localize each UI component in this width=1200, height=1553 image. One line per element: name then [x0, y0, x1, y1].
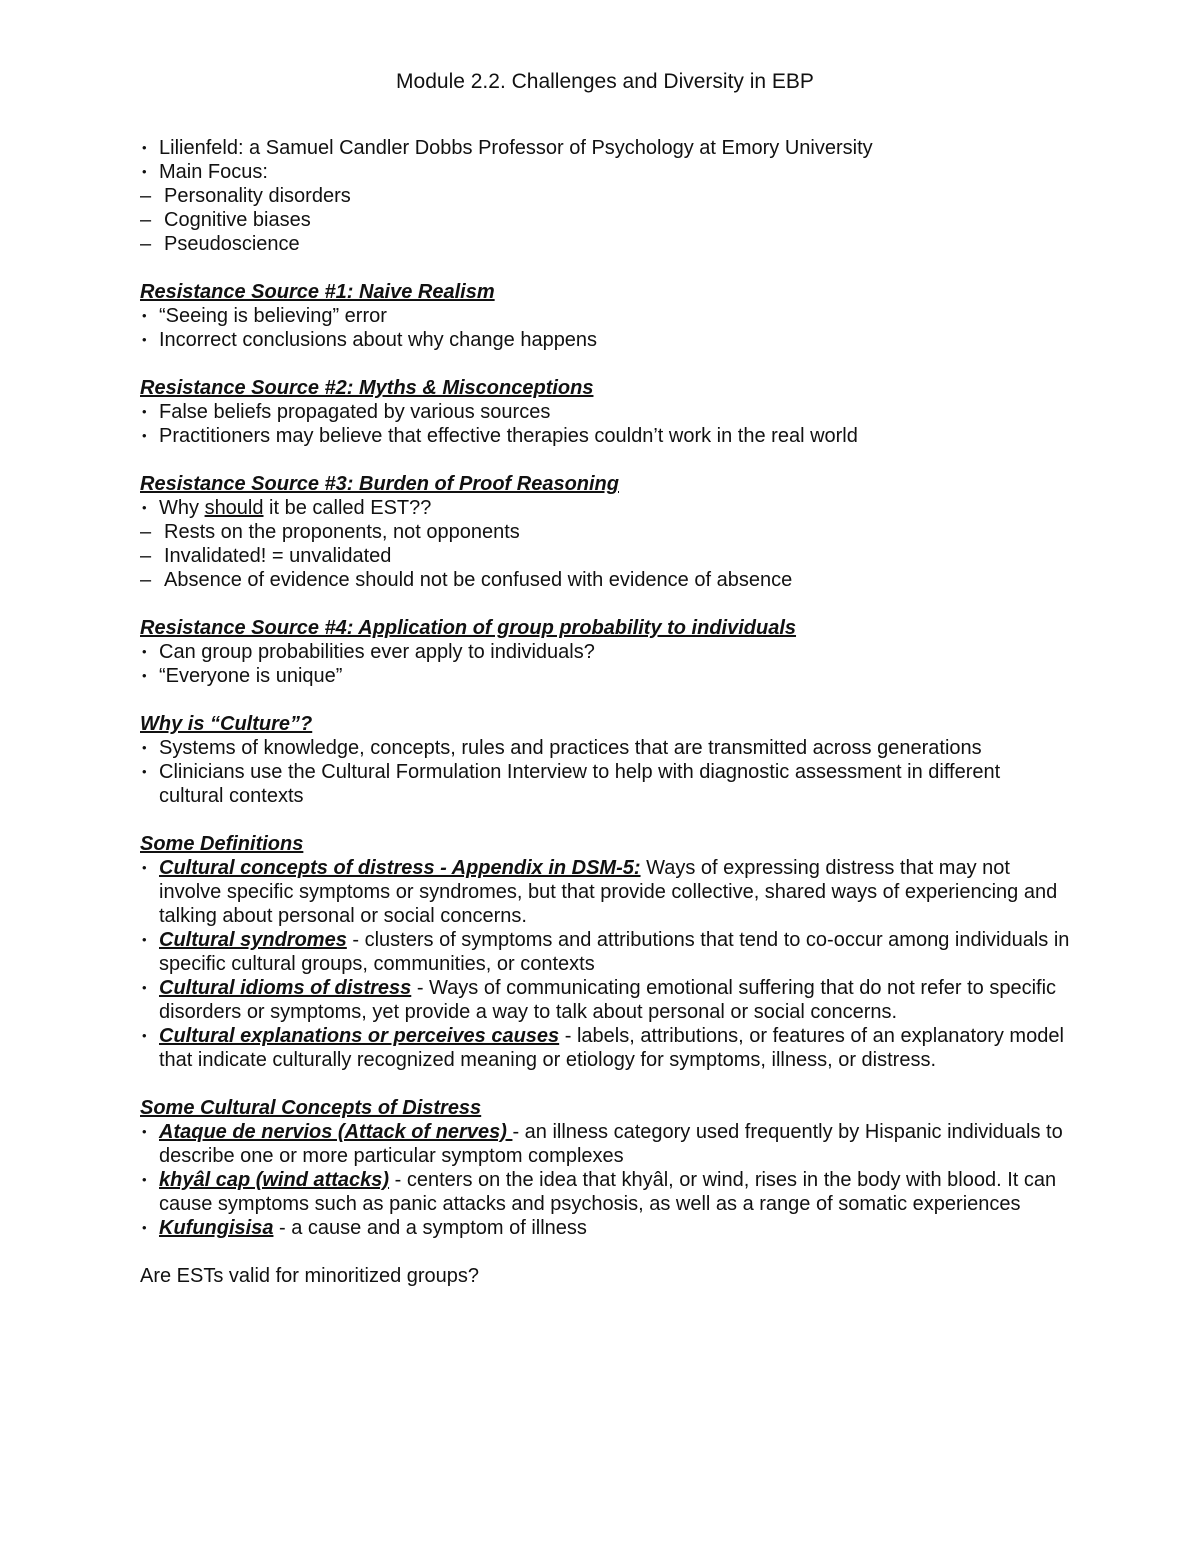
- list-item: – Invalidated! = unvalidated: [140, 544, 1070, 568]
- list-item: [140, 1024, 1070, 1072]
- definition-desc: Ways of expressing distress that may not involve specific symptoms or syndromes, but that provide collective, shared ways of experiencing and talking about personal or social concerns.: [159, 857, 1058, 927]
- list-item: [140, 1168, 1070, 1216]
- list-item: [140, 1216, 1070, 1240]
- resistance-source-2-section: [140, 376, 1070, 448]
- concept-desc: - a cause and a symptom of illness: [273, 1217, 587, 1239]
- document-title: Module 2.2. Challenges and Diversity in EBP: [396, 70, 814, 93]
- list-item: [140, 496, 1070, 520]
- list-item: • Lilienfeld: a Samuel Candler Dobbs Professor of Psychology at Emory University: [140, 136, 1070, 160]
- concept-term: Ataque de nervios (Attack of nerves): [159, 1121, 513, 1143]
- list-item: – Rests on the proponents, not opponents: [140, 520, 1070, 544]
- section-heading: Why is “Culture”?: [140, 713, 313, 735]
- document-page: [140, 70, 1070, 1288]
- list-item: • Incorrect conclusions about why change happens: [140, 328, 1070, 352]
- definition-term: Cultural concepts of distress - Appendix in DSM-5:: [159, 857, 641, 879]
- intro-section: [140, 136, 1070, 256]
- concept-desc: - an illness category used frequently by Hispanic individuals to describe one or more particular symptom complexes: [159, 1121, 1063, 1167]
- list-item: • “Everyone is unique”: [140, 664, 1070, 688]
- list-item: • “Seeing is believing” error: [140, 304, 1070, 328]
- section-heading: Resistance Source #2: Myths & Misconceptions: [140, 377, 594, 399]
- list-item: – Cognitive biases: [140, 208, 1070, 232]
- section-heading: Some Cultural Concepts of Distress: [140, 1097, 482, 1119]
- section-heading: Resistance Source #3: Burden of Proof Reasoning: [140, 473, 619, 495]
- list-item: [140, 1120, 1070, 1168]
- section-heading: Resistance Source #1: Naive Realism: [140, 281, 495, 303]
- cultural-concepts-section: [140, 1096, 1070, 1240]
- concept-term: Kufungisisa: [159, 1217, 274, 1239]
- underlined-word: should: [204, 497, 264, 519]
- why-prefix: Why: [159, 497, 205, 519]
- concept-term: khyâl cap (wind attacks): [159, 1169, 390, 1191]
- list-item: • Main Focus:: [140, 160, 1070, 184]
- resistance-source-4-section: [140, 616, 1070, 688]
- list-item: • False beliefs propagated by various sources: [140, 400, 1070, 424]
- definition-term: Cultural syndromes: [159, 929, 347, 951]
- list-item: – Pseudoscience: [140, 232, 1070, 256]
- list-item: • Systems of knowledge, concepts, rules and practices that are transmitted across generations: [140, 736, 1070, 760]
- definition-desc: - labels, attributions, or features of an explanatory model that indicate culturally recognized meaning or etiology for symptoms, illness, or distress.: [159, 1025, 1064, 1071]
- section-heading: Some Definitions: [140, 833, 304, 855]
- definition-term: Cultural idioms of distress: [159, 977, 412, 999]
- list-item: – Personality disorders: [140, 184, 1070, 208]
- list-item: • Practitioners may believe that effective therapies couldn’t work in the real world: [140, 424, 1070, 448]
- list-item: [140, 856, 1070, 928]
- section-heading: Resistance Source #4: Application of group probability to individuals: [140, 617, 797, 639]
- resistance-source-3-section: [140, 472, 1070, 592]
- list-item: [140, 928, 1070, 976]
- closing-question: Are ESTs valid for minoritized groups?: [140, 1265, 480, 1287]
- definition-term: Cultural explanations or perceives causes: [159, 1025, 560, 1047]
- why-suffix: it be called EST??: [263, 497, 432, 519]
- definition-desc: - Ways of communicating emotional suffering that do not refer to specific disorders or symptoms, yet provide a way to talk about personal or social concerns.: [159, 977, 1057, 1023]
- resistance-source-1-section: [140, 280, 1070, 352]
- definition-desc: - clusters of symptoms and attributions that tend to co-occur among individuals in specific cultural groups, communities, or contexts: [159, 929, 1070, 975]
- list-item: • Can group probabilities ever apply to individuals?: [140, 640, 1070, 664]
- definitions-section: [140, 832, 1070, 1072]
- concept-desc: - centers on the idea that khyâl, or wind, rises in the body with blood. It can cause symptoms such as panic attacks and psychosis, as well as a range of somatic experiences: [159, 1169, 1057, 1215]
- list-item: – Absence of evidence should not be confused with evidence of absence: [140, 568, 1070, 592]
- culture-section: [140, 712, 1070, 808]
- list-item: • Clinicians use the Cultural Formulation Interview to help with diagnostic assessment in different cultural contexts: [140, 760, 1070, 808]
- list-item: [140, 976, 1070, 1024]
